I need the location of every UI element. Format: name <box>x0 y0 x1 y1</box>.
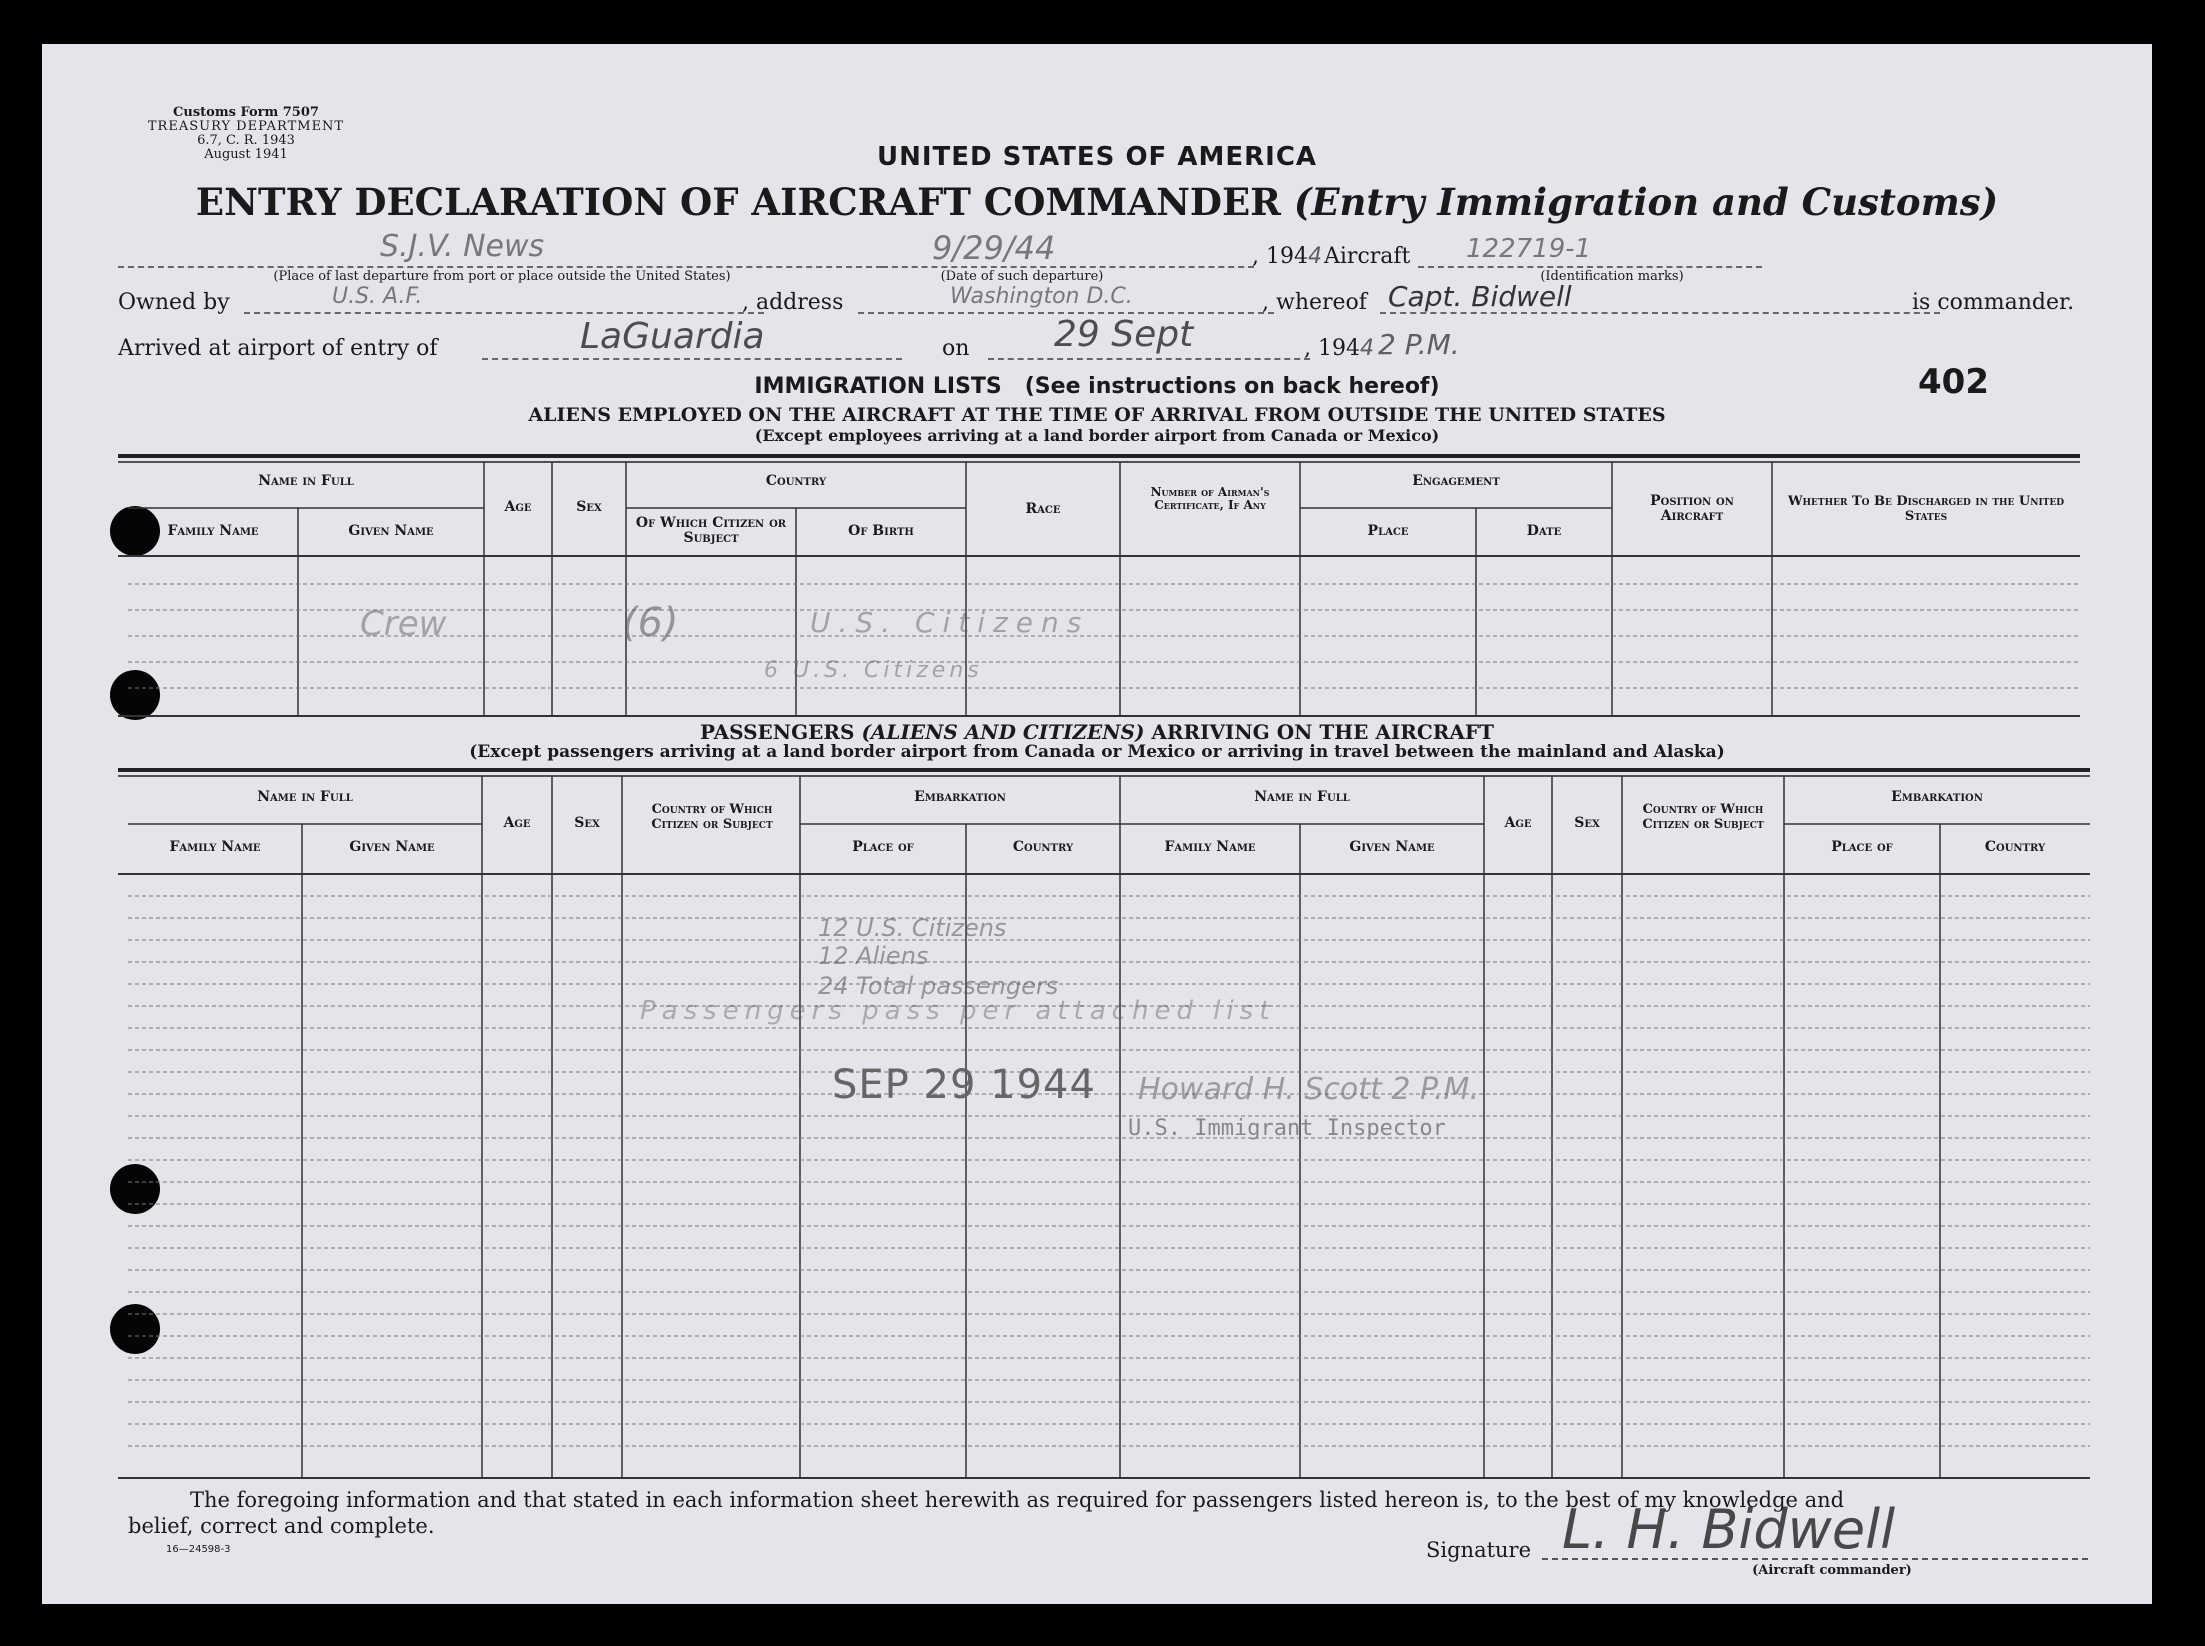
serial-number: 402 <box>1918 362 1989 402</box>
immigration-title: IMMIGRATION LISTS (See instructions on back hereof) <box>754 374 1440 399</box>
stamp-signature: Howard H. Scott 2 P.M. <box>1138 1072 1479 1107</box>
pax-col-country-of-left: Country of Which Citizen or Subject <box>651 802 773 832</box>
pax-hand-line4: Passengers pass per attached list <box>640 996 1276 1026</box>
imm-hand-count: (6) <box>622 600 679 646</box>
declaration-text-2: belief, correct and complete. <box>128 1514 435 1538</box>
form-date: August 1941 <box>204 147 288 162</box>
pax-col-country-of-right: Country of Which Citizen or Subject <box>1642 802 1764 832</box>
signature-value: L. H. Bidwell <box>1562 1498 1896 1561</box>
imm-col-country: Country <box>765 473 827 489</box>
print-code: 16—24598-3 <box>166 1544 231 1555</box>
form-title-sub: (Entry Immigration and Customs) <box>1293 180 1999 224</box>
date-caption: (Date of such departure) <box>940 269 1104 284</box>
pax-col-family-name-right: Family Name <box>1164 839 1256 855</box>
immigration-note: (Except employees arriving at a land border airport from Canada or Mexico) <box>754 426 1440 445</box>
form-number: Customs Form 7507 <box>173 105 319 120</box>
passengers-title-rest: ARRIVING ON THE AIRCRAFT <box>1151 720 1494 744</box>
pax-col-sex-left: Sex <box>574 815 600 831</box>
pax-col-family-name-left: Family Name <box>169 839 261 855</box>
imm-col-given-name: Given Name <box>348 523 434 539</box>
pax-col-age-left: Age <box>503 815 531 831</box>
pax-col-given-name-left: Given Name <box>349 839 435 855</box>
pax-col-sex-right: Sex <box>1574 815 1600 831</box>
pax-col-place-of-right: Place of <box>1831 839 1893 855</box>
imm-hand-citizens: U.S. Citizens <box>810 606 1090 639</box>
pax-col-name-in-full-left: Name in Full <box>257 789 353 805</box>
imm-col-age: Age <box>504 499 532 515</box>
pax-hand-line3: 24 Total passengers <box>818 972 1059 1000</box>
departure-value: S.J.V. News <box>380 229 545 264</box>
country-heading: UNITED STATES OF AMERICA <box>876 142 1318 172</box>
declaration-text: The foregoing information and that stated in each information sheet herewith as required for passengers listed hereon is, to the best of my knowledge and <box>190 1488 1845 1512</box>
year-label: , 1944 <box>1252 244 1322 269</box>
immigration-subtitle: ALIENS EMPLOYED ON THE AIRCRAFT AT THE TIME OF ARRIVAL FROM OUTSIDE THE UNITED STATES <box>528 404 1666 426</box>
on-value: 29 Sept <box>1054 314 1194 355</box>
address-label: , address <box>742 290 844 315</box>
pax-col-embarkation-left: Embarkation <box>914 789 1006 805</box>
imm-col-family-name: Family Name <box>167 523 259 539</box>
on-label: on <box>942 336 970 361</box>
aircraft-value: 122719-1 <box>1466 234 1592 264</box>
pax-col-name-in-full-right: Name in Full <box>1254 789 1350 805</box>
imm-col-name-in-full: Name in Full <box>258 473 354 489</box>
form-title-main: ENTRY DECLARATION OF AIRCRAFT COMMANDER <box>195 180 1281 224</box>
form-cr: 6.7, C. R. 1943 <box>197 133 295 148</box>
owned-by-value: U.S. A.F. <box>332 284 423 309</box>
departure-caption: (Place of last departure from port or place outside the United States) <box>273 269 731 284</box>
stamp-inspector: U.S. Immigrant Inspector <box>1128 1116 1446 1141</box>
imm-col-certificate: Number of Airman's Certificate, If Any <box>1150 485 1270 512</box>
stamp-date: SEP 29 1944 <box>832 1062 1096 1108</box>
aircraft-label: Aircraft <box>1324 244 1411 269</box>
aircraft-caption: (Identification marks) <box>1540 269 1684 284</box>
passengers-note: (Except passengers arriving at a land border airport from Canada or Mexico or arriving in travel between the mainland and Alaska) <box>469 742 1725 762</box>
immigration-instructions: (See instructions on back hereof) <box>1024 374 1440 399</box>
pax-col-embarkation-right: Embarkation <box>1891 789 1983 805</box>
pax-hand-line1: 12 U.S. Citizens <box>818 914 1007 942</box>
signature-caption: (Aircraft commander) <box>1752 1563 1912 1578</box>
arrival-year-digit: 4 <box>1359 336 1374 361</box>
pax-col-given-name-right: Given Name <box>1349 839 1435 855</box>
imm-col-discharged: Whether To Be Discharged in the United States <box>1787 494 2065 524</box>
departure-date-value: 9/29/44 <box>932 229 1056 267</box>
imm-hand-citizens-2: 6 U.S. Citizens <box>764 658 983 683</box>
imm-col-date: Date <box>1526 523 1562 539</box>
commander-value: Capt. Bidwell <box>1388 280 1572 313</box>
passengers-title: PASSENGERS (ALIENS AND CITIZENS) ARRIVING ON THE AIRCRAFT <box>700 720 1494 744</box>
arrived-value: LaGuardia <box>580 316 765 357</box>
signature-label: Signature <box>1426 1538 1532 1562</box>
commander-suffix: is commander. <box>1912 290 2075 315</box>
imm-col-sex: Sex <box>576 499 602 515</box>
imm-col-citizen-of: Of Which Citizen or Subject <box>635 515 787 546</box>
arrival-time: 2 P.M. <box>1378 328 1460 361</box>
department: TREASURY DEPARTMENT <box>147 119 345 134</box>
owned-by-label: Owned by <box>118 290 230 315</box>
pax-hand-line2: 12 Aliens <box>818 942 929 970</box>
imm-col-position: Position on Aircraft <box>1650 493 1734 524</box>
pax-col-age-right: Age <box>1504 815 1532 831</box>
pax-col-country-left: Country <box>1012 839 1074 855</box>
year-digit: 4 <box>1307 244 1322 269</box>
address-value: Washington D.C. <box>950 284 1133 309</box>
imm-col-of-birth: Of Birth <box>848 523 914 539</box>
whereof-label: , whereof <box>1262 290 1367 315</box>
arrived-label: Arrived at airport of entry of <box>118 336 438 361</box>
pax-col-country-right: Country <box>1984 839 2046 855</box>
form-grid <box>42 44 2152 1604</box>
imm-hand-crew: Crew <box>360 604 447 644</box>
imm-col-engagement: Engagement <box>1412 473 1500 489</box>
imm-col-race: Race <box>1025 501 1061 517</box>
form-page <box>42 44 2152 1604</box>
pax-col-place-of-left: Place of <box>852 839 914 855</box>
arrival-year-label: , 1944 <box>1304 336 1374 361</box>
passengers-title-italic: (ALIENS AND CITIZENS) <box>861 720 1145 744</box>
imm-col-place: Place <box>1367 523 1409 539</box>
